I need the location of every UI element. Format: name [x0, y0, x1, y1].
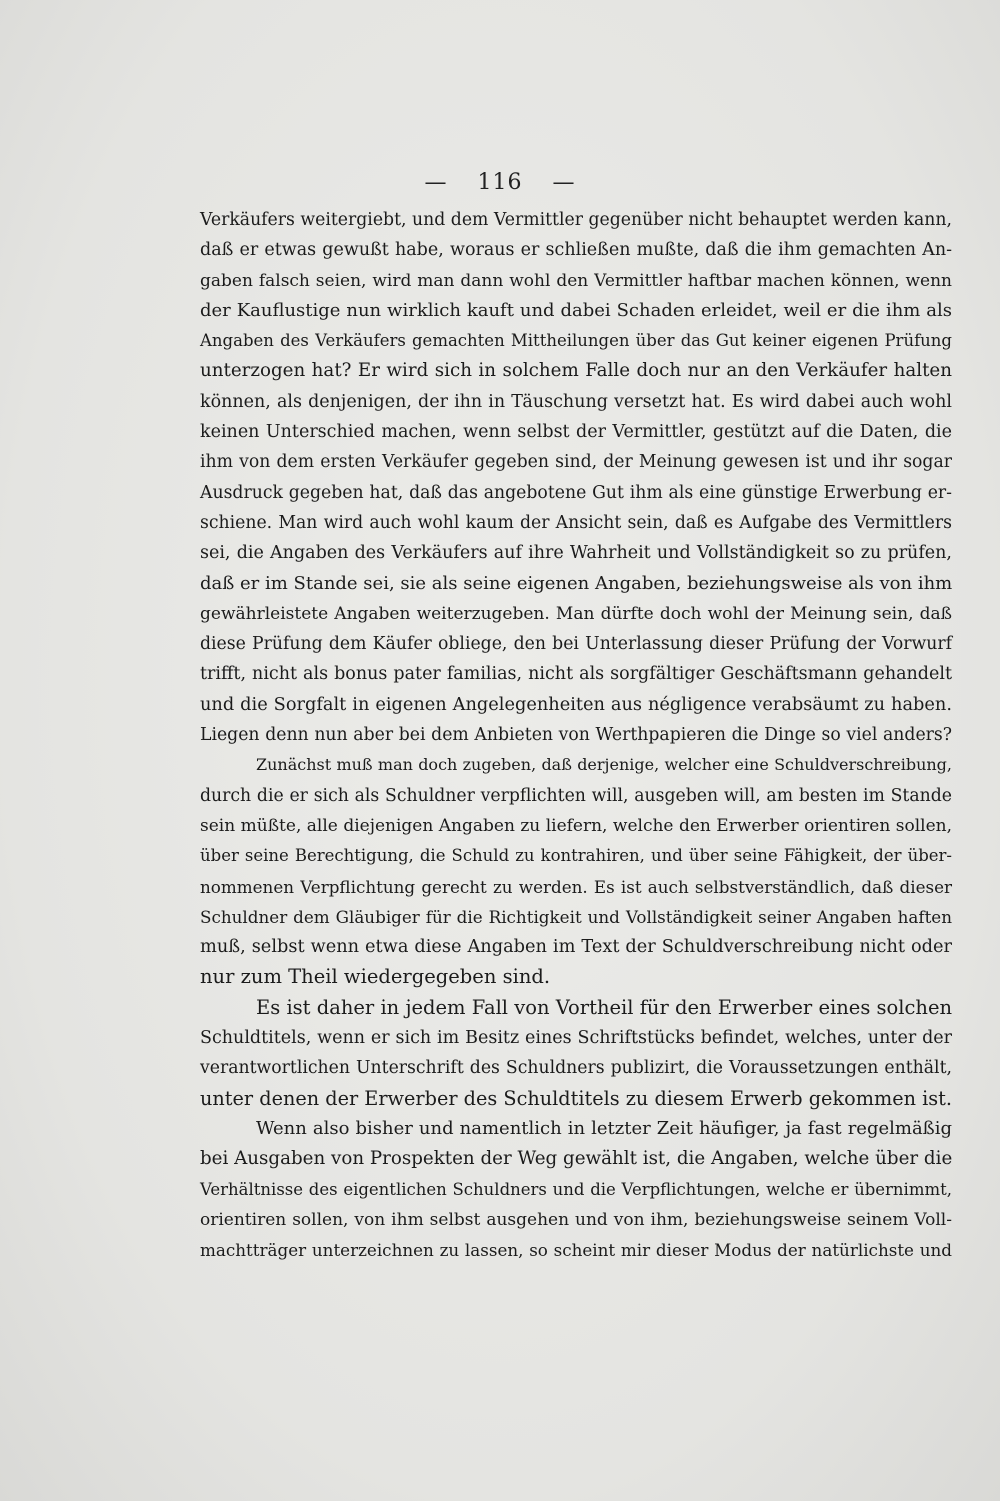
text-line: bei Ausgaben von Prospekten der Weg gewählt ist, die Angaben, welche über die [200, 1148, 953, 1170]
text-line: trifft, nicht als bonus pater familias, nicht als sorgfältiger Geschäftsmann gehandelt [200, 664, 952, 685]
text-line: Verkäufers weitergiebt, und dem Vermittler gegenüber nicht behauptet werden kann, [200, 210, 952, 230]
text-line: Wenn also bisher und namentlich in letzter Zeit häufiger, ja fast regelmäßig [256, 1117, 952, 1139]
text-line: können, als denjenigen, der ihn in Täuschung versetzt hat. Es wird dabei auch wohl [200, 391, 952, 412]
text-line: gaben falsch seien, wird man dann wohl den Vermittler haftbar machen können, wenn [200, 270, 952, 291]
text-line: der Kauflustige nun wirklich kauft und dabei Schaden erleidet, weil er die ihm als [200, 299, 952, 321]
text-line: nommenen Verpflichtung gerecht zu werden. Es ist auch selbstverständlich, daß dieser [200, 876, 952, 897]
text-line: daß er etwas gewußt habe, woraus er schließen mußte, daß die ihm gemachten An- [200, 240, 952, 261]
text-line: verantwortlichen Unterschrift des Schuldners publizirt, die Voraussetzungen enthält, [200, 1058, 952, 1079]
text-line: sei, die Angaben des Verkäufers auf ihre Wahrheit und Vollständigkeit so zu prüfen, [200, 543, 952, 564]
text-line: und die Sorgfalt in eigenen Angelegenheiten aus négligence verabsäumt zu haben. [200, 694, 952, 715]
dash-left: — [424, 170, 448, 195]
text-line: Angaben des Verkäufers gemachten Mittheilungen über das Gut keiner eigenen Prüfung [200, 331, 952, 351]
text-line: sein müßte, alle diejenigen Angaben zu liefern, welche den Erwerber orientiren sollen, [200, 815, 952, 836]
text-line: Schuldner dem Gläubiger für die Richtigkeit und Vollständigkeit seiner Angaben haften [200, 906, 952, 927]
text-line: über seine Berechtigung, die Schuld zu kontrahiren, und über seine Fähigkeit, der über- [200, 846, 952, 866]
text-line: Ausdruck gegeben hat, daß das angebotene Gut ihm als eine günstige Erwerbung er- [200, 482, 952, 503]
body-text [200, 205, 952, 1265]
text-line: orientiren sollen, von ihm selbst ausgehen und von ihm, beziehungsweise seinem Voll- [200, 1209, 952, 1230]
text-line: unter denen der Erwerber des Schuldtitels zu diesem Erwerb gekommen ist. [200, 1086, 953, 1110]
text-line: durch die er sich als Schuldner verpflichten will, ausgeben will, am besten im Stande [200, 785, 952, 806]
dash-right: — [552, 170, 576, 195]
text-line: Liegen denn nun aber bei dem Anbieten von Werthpapieren die Dinge so viel anders? [200, 725, 952, 746]
text-line: nur zum Theil wiedergegeben sind. [200, 965, 551, 989]
text-line: keinen Unterschied machen, wenn selbst der Vermittler, gestützt auf die Daten, die [200, 422, 952, 443]
text-line: gewährleistete Angaben weiterzugeben. Man dürfte doch wohl der Meinung sein, daß [200, 603, 952, 624]
text-line: ihm von dem ersten Verkäufer gegeben sind, der Meinung gewesen ist und ihr sogar [200, 452, 952, 473]
page-number-header [0, 170, 1000, 195]
text-line: muß, selbst wenn etwa diese Angaben im Text der Schuldverschreibung nicht oder [200, 937, 952, 958]
text-line: Zunächst muß man doch zugeben, daß derjenige, welcher eine Schuldverschreibung, [256, 755, 952, 775]
text-line: machtträger unterzeichnen zu lassen, so scheint mir dieser Modus der natürlichste und [200, 1240, 952, 1261]
text-line: schiene. Man wird auch wohl kaum der Ansicht sein, daß es Aufgabe des Vermittlers [200, 512, 952, 533]
text-line: unterzogen hat? Er wird sich in solchem Falle doch nur an den Verkäufer halten [200, 360, 952, 382]
text-line: Schuldtitels, wenn er sich im Besitz eines Schriftstücks befindet, welches, unter der [200, 1028, 952, 1049]
page-number: 116 [477, 170, 523, 195]
text-line: Verhältnisse des eigentlichen Schuldners und die Verpflichtungen, welche er übernimmt, [200, 1179, 952, 1199]
text-line: daß er im Stande sei, sie als seine eigenen Angaben, beziehungsweise als von ihm [200, 572, 953, 594]
text-line: diese Prüfung dem Käufer obliege, den bei Unterlassung dieser Prüfung der Vorwurf [200, 634, 952, 655]
text-line: Es ist daher in jedem Fall von Vortheil für den Erwerber eines solchen [256, 995, 953, 1019]
